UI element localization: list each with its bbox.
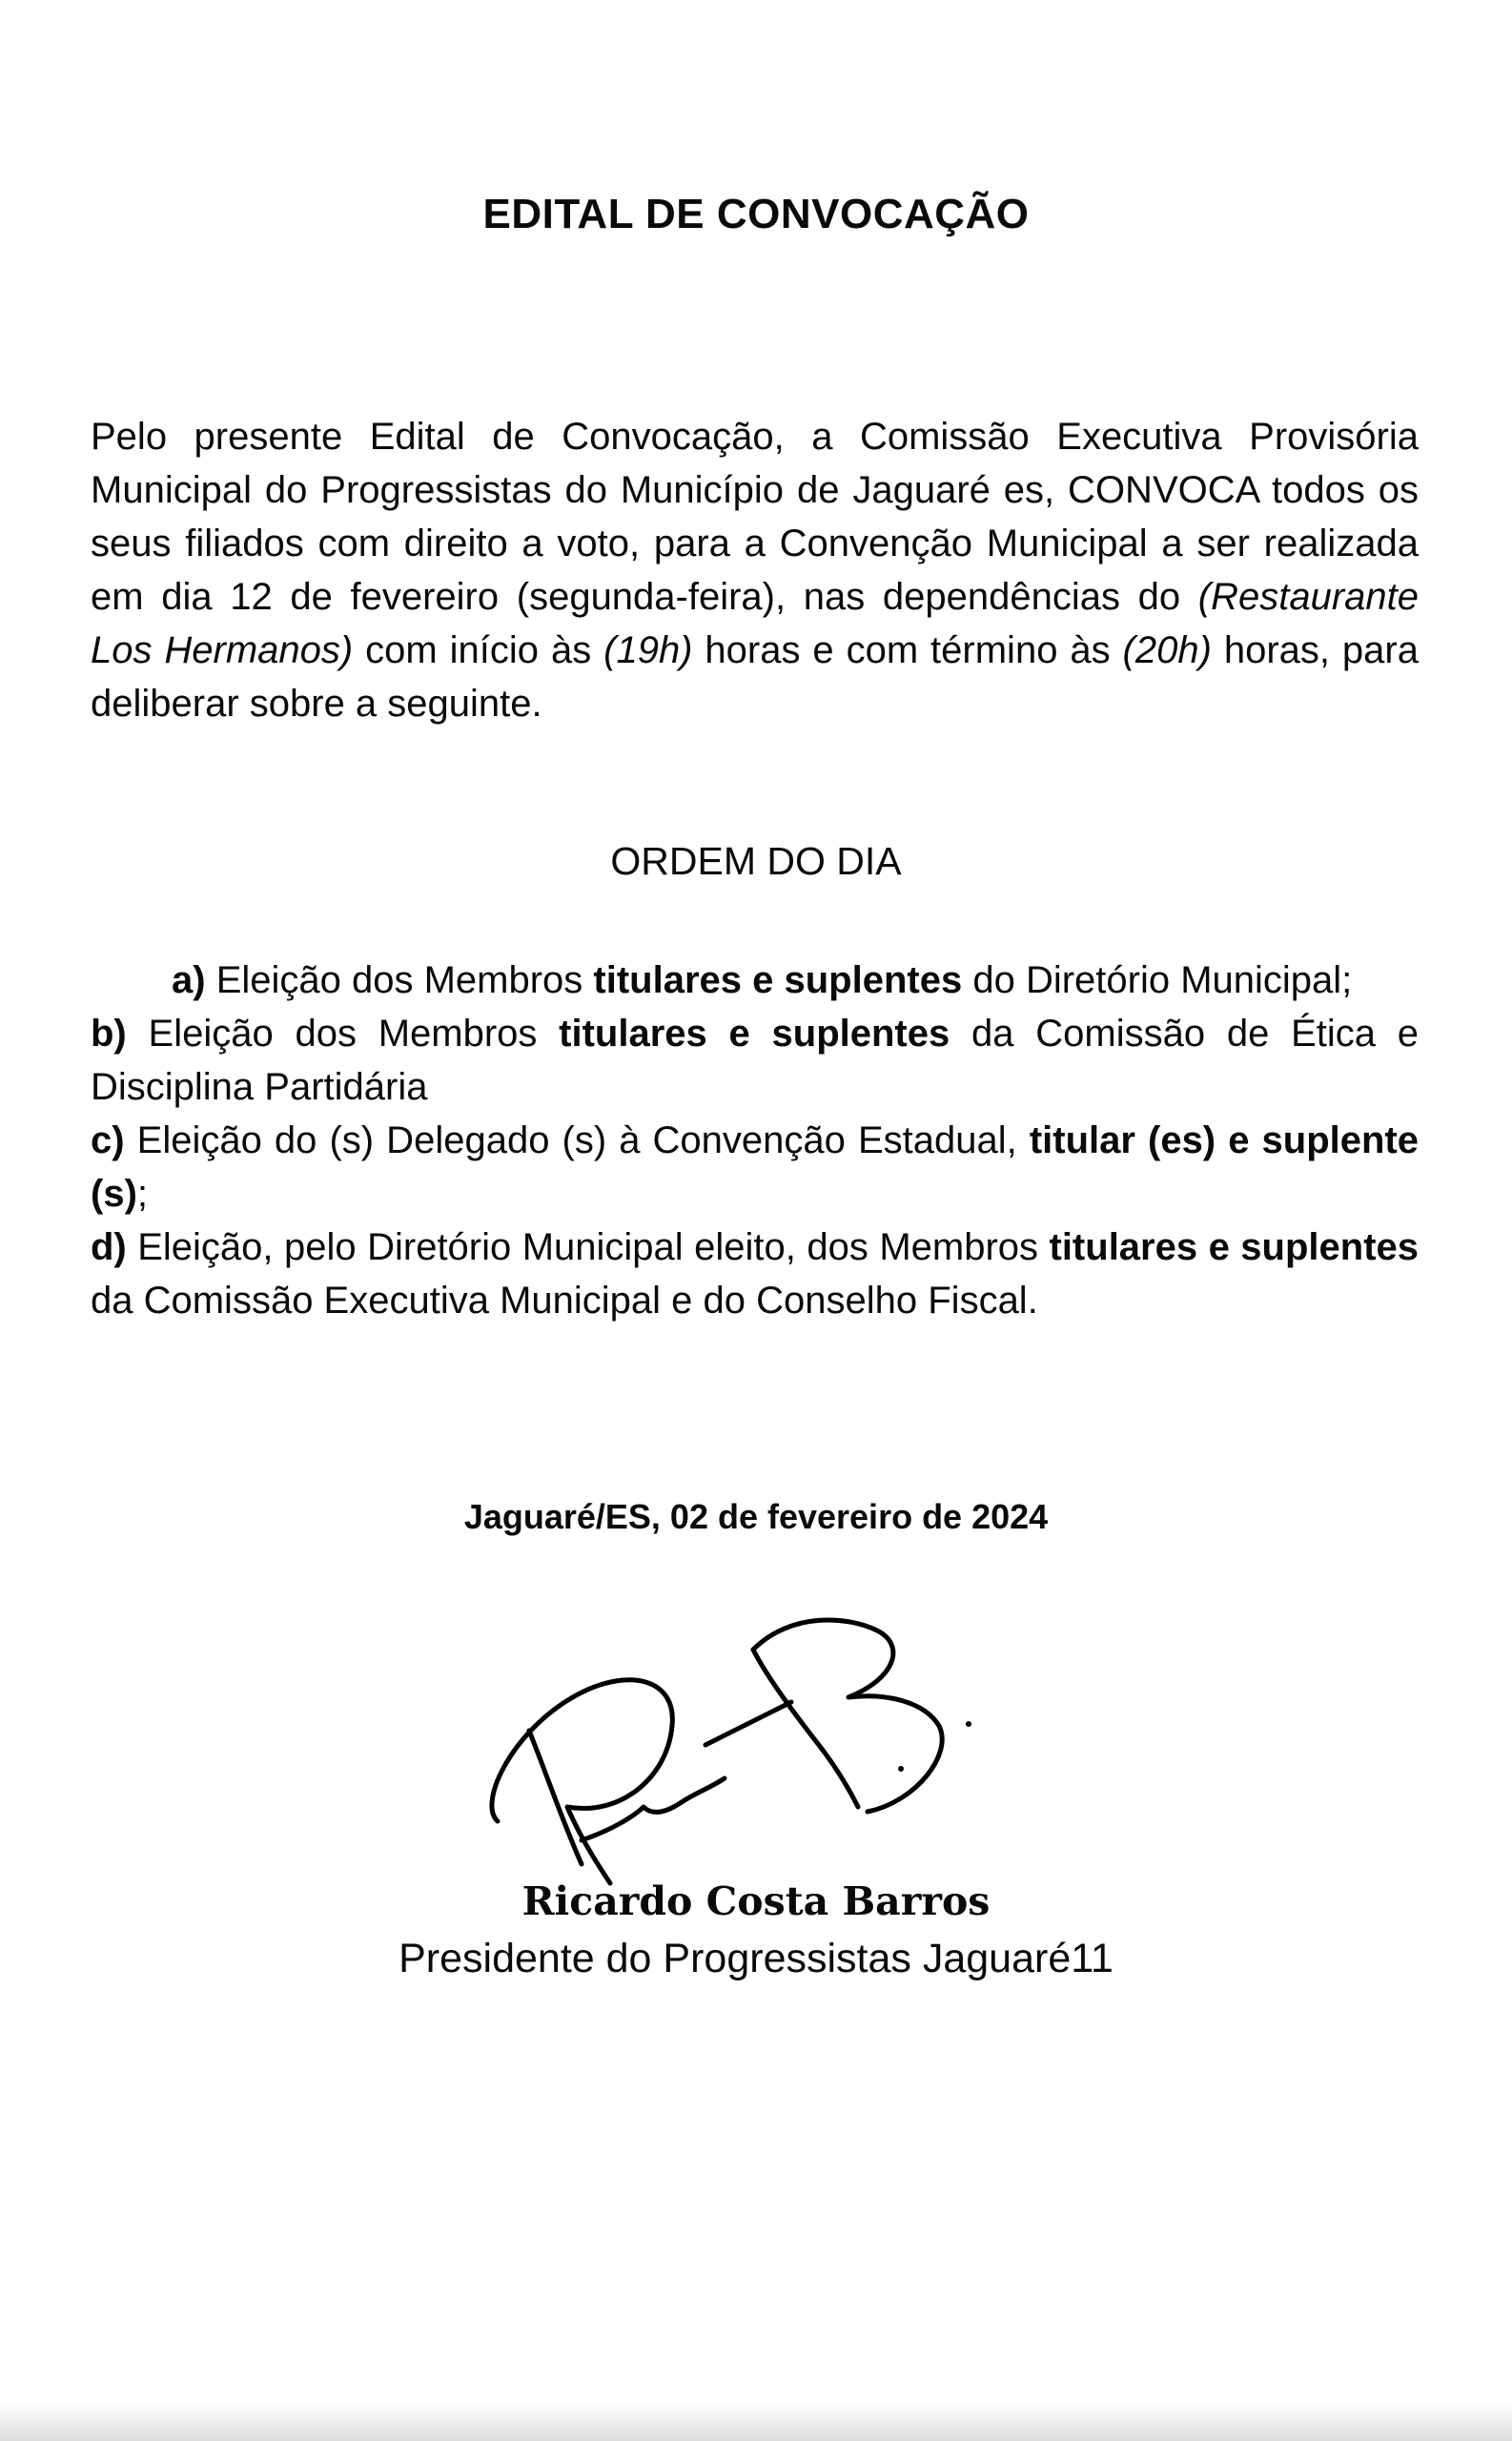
agenda-item-text: Eleição, pelo Diretório Municipal eleito, dos Membros: [126, 1226, 1050, 1268]
start-time: (19h): [603, 629, 693, 671]
signature-image: [477, 1611, 1011, 1888]
intro-text-2: com início às: [353, 629, 604, 671]
agenda-item-bold: titulares e suplentes: [593, 959, 963, 1001]
intro-text-4: horas, para deliberar sobre a seguinte.: [91, 629, 1419, 725]
signer-role: Presidente do Progressistas Jaguaré11: [398, 1936, 1114, 1981]
agenda-item-d: [91, 1220, 1419, 1327]
page-edge-shadow: [0, 2403, 1512, 2441]
intro-text-1: Pelo presente Edital de Convocação, a Comissão Executiva Provisória Municipal do Progressistas do Município de Jaguaré es, CONVOCA todos os seus filiados com direito a voto, para a Convenção Municipal a ser realizada em dia 12 de fevereiro (segunda-feira), nas dependências do: [91, 416, 1419, 618]
signature-stroke: [705, 1702, 791, 1745]
agenda-item-marker: b): [91, 1013, 127, 1055]
signature-stroke: [753, 1650, 858, 1807]
document-title: EDITAL DE CONVOCAÇÃO: [482, 191, 1030, 237]
intro-paragraph: [91, 410, 1419, 730]
signature-dot: [966, 1721, 971, 1727]
date-line: Jaguaré/ES, 02 de fevereiro de 2024: [463, 1497, 1049, 1536]
agenda-item-b: [91, 1007, 1419, 1114]
agenda-item-text: Eleição dos Membros: [126, 1013, 560, 1055]
signature-stroke: [492, 1680, 672, 1883]
signature-stroke: [529, 1731, 582, 1864]
agenda-item-text: Eleição dos Membros: [205, 959, 594, 1001]
agenda-item-a: [91, 954, 1419, 1007]
agenda-list: [91, 954, 1419, 1327]
agenda-item-bold: titulares e suplentes: [1049, 1226, 1420, 1268]
signer-name: Ricardo Costa Barros: [521, 1878, 991, 1924]
agenda-item-text: ;: [136, 1173, 149, 1215]
intro-text-3: horas e com término às: [692, 629, 1123, 671]
agenda-item-text: Eleição do (s) Delegado (s) à Convenção Estadual,: [124, 1119, 1030, 1161]
agenda-item-c: [91, 1114, 1419, 1220]
agenda-item-text: do Diretório Municipal;: [962, 959, 1353, 1001]
agenda-item-marker: d): [91, 1226, 127, 1268]
end-time: (20h): [1122, 629, 1212, 671]
agenda-item-bold: titulares e suplentes: [559, 1013, 950, 1055]
agenda-item-marker: c): [91, 1119, 125, 1161]
agenda-item-bold: titular (es) e suplente (s): [91, 1119, 1419, 1215]
section-heading: ORDEM DO DIA: [610, 839, 902, 883]
signature-dot: [898, 1766, 904, 1772]
agenda-item-marker: a): [172, 959, 206, 1001]
venue-name: (Restaurante Los Hermanos): [91, 576, 1419, 671]
agenda-item-text: da Comissão de Ética e Disciplina Partidária: [91, 1013, 1420, 1108]
agenda-item-text: da Comissão Executiva Municipal e do Conselho Fiscal.: [91, 1280, 1038, 1322]
signature-stroke: [582, 1778, 725, 1840]
